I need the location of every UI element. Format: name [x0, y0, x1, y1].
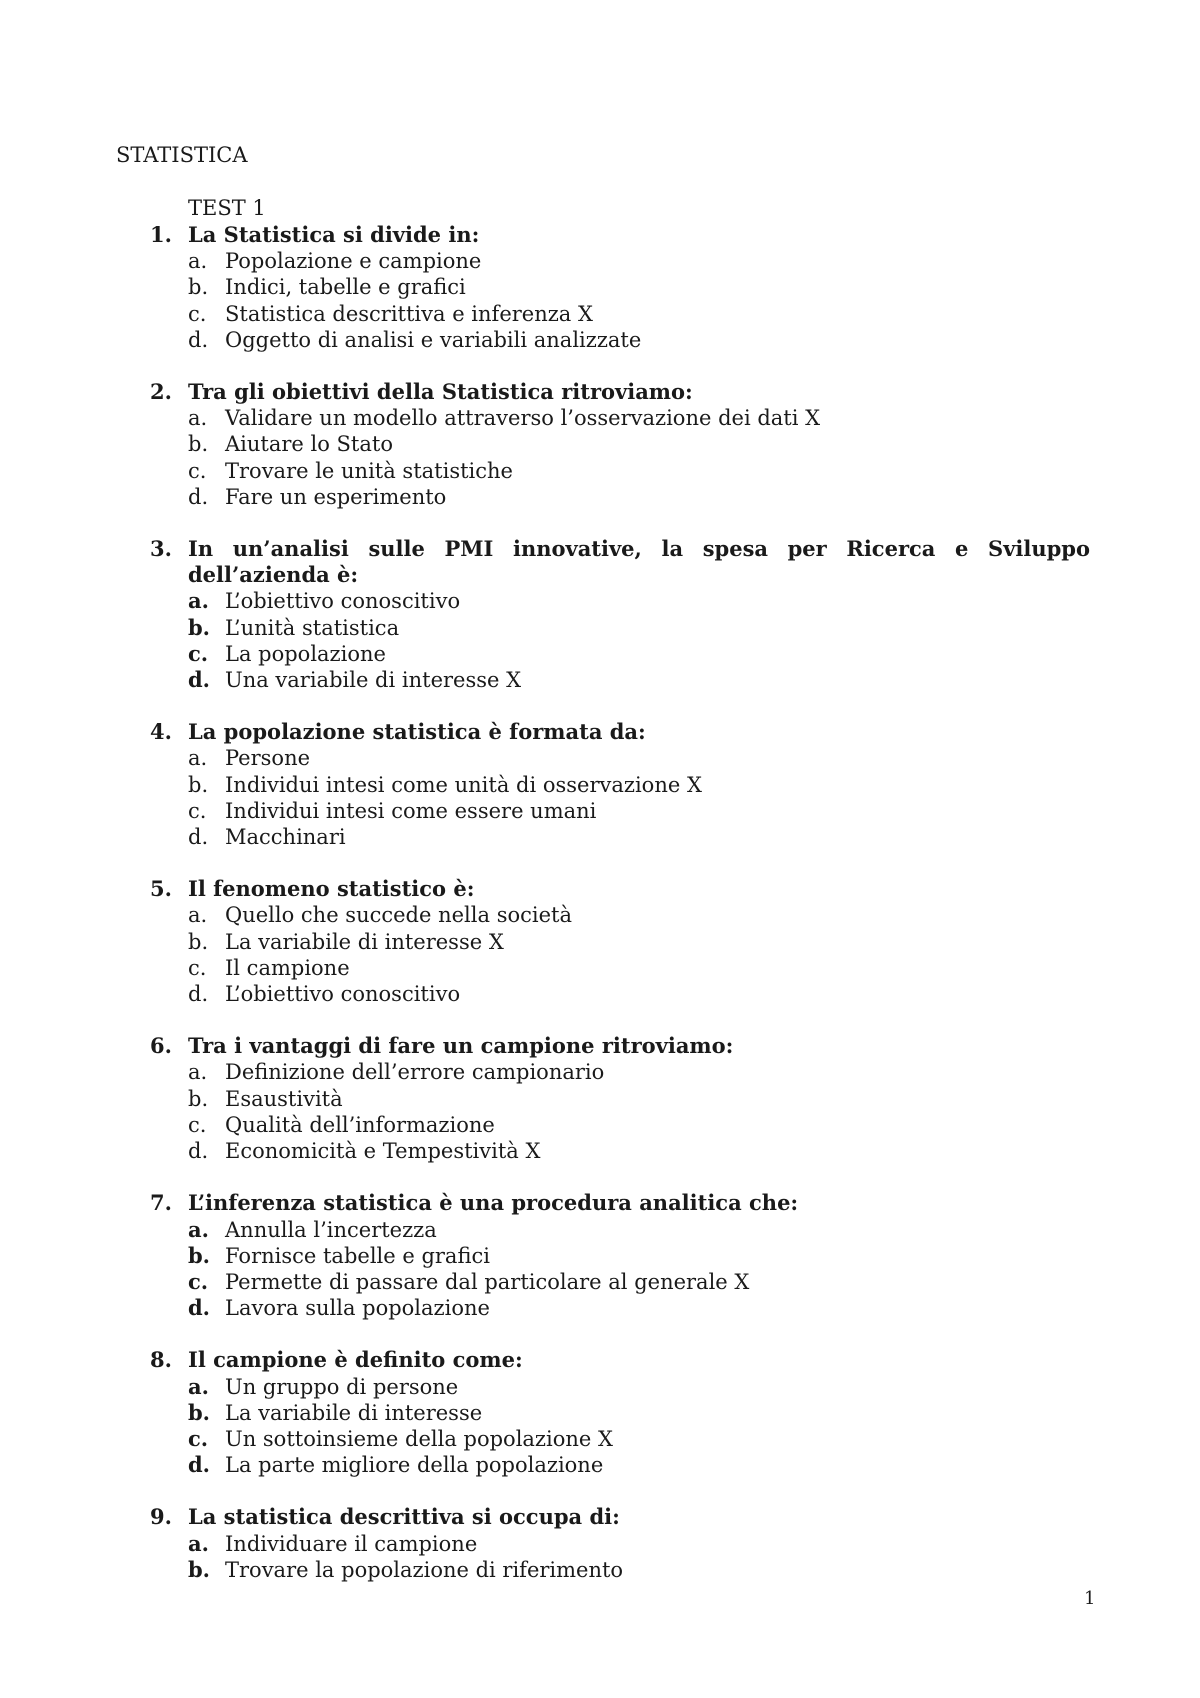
option-letter: d.	[188, 327, 209, 352]
question-list	[150, 222, 1090, 1609]
question-number: 6.	[150, 1033, 172, 1059]
option-text: Macchinari	[225, 825, 346, 850]
question-6	[150, 1033, 1090, 1164]
question-text: Il fenomeno statistico è:	[188, 876, 475, 902]
option-text: Trovare la popolazione di riferimento	[225, 1557, 624, 1582]
option-text: Popolazione e campione	[225, 249, 482, 274]
option-text: Individuare il campione	[225, 1531, 478, 1556]
option-text: Fare un esperimento	[225, 484, 447, 509]
question-number: 8.	[150, 1347, 172, 1373]
question-4	[150, 719, 1090, 850]
option-c	[188, 641, 1090, 667]
option-text: La parte migliore della popolazione	[225, 1453, 604, 1478]
option-d	[188, 824, 1090, 850]
option-text: Quello che succede nella società	[225, 903, 572, 928]
question-1	[150, 222, 1090, 353]
option-letter: c.	[188, 955, 207, 980]
question-number: 7.	[150, 1190, 172, 1216]
option-a	[188, 902, 1090, 928]
option-b	[188, 1557, 1090, 1583]
option-a	[188, 1531, 1090, 1557]
option-text: L’obiettivo conoscitivo	[225, 982, 461, 1007]
option-text: L’obiettivo conoscitivo	[225, 589, 461, 614]
question-number: 1.	[150, 222, 172, 247]
option-text: Indici, tabelle e grafici	[225, 275, 466, 300]
option-text: Statistica descrittiva e inferenza X	[225, 301, 593, 326]
option-b	[188, 772, 1090, 798]
question-9	[150, 1504, 1090, 1583]
option-text: Validare un modello attraverso l’osservazione dei dati X	[225, 406, 821, 431]
question-number: 2.	[150, 379, 172, 405]
option-b	[188, 1243, 1090, 1269]
option-d	[188, 981, 1090, 1007]
question-number: 3.	[150, 536, 172, 562]
option-letter: a.	[188, 249, 208, 274]
option-c	[188, 458, 1090, 484]
option-text: Qualità dell’informazione	[225, 1112, 495, 1137]
option-list	[150, 405, 1090, 510]
question-text: Il campione è definito come:	[188, 1347, 523, 1373]
option-d	[188, 1295, 1090, 1321]
question-number: 9.	[150, 1504, 172, 1530]
option-letter: d.	[188, 1452, 210, 1478]
option-list	[150, 745, 1090, 850]
question-text: La popolazione statistica è formata da:	[188, 719, 646, 745]
option-letter: b.	[188, 1086, 209, 1111]
option-text: L’unità statistica	[225, 615, 400, 640]
option-text: Un sottoinsieme della popolazione X	[225, 1426, 613, 1451]
question-5	[150, 876, 1090, 1007]
option-list	[150, 1059, 1090, 1164]
option-a	[188, 1374, 1090, 1400]
option-a	[188, 405, 1090, 431]
option-list	[150, 1531, 1090, 1583]
question-3	[150, 536, 1090, 693]
option-letter: b.	[188, 614, 210, 640]
option-text: Una variabile di interesse X	[225, 668, 522, 693]
question-text: La statistica descrittiva si occupa di:	[188, 1504, 620, 1530]
option-text: La variabile di interesse	[225, 1400, 483, 1425]
option-text: La variabile di interesse X	[225, 929, 504, 954]
option-c	[188, 1426, 1090, 1452]
option-text: Economicità e Tempestività X	[225, 1139, 541, 1164]
option-c	[188, 798, 1090, 824]
option-text: Esaustività	[225, 1086, 343, 1111]
option-letter: a.	[188, 588, 209, 614]
option-a	[188, 1217, 1090, 1243]
option-letter: b.	[188, 1556, 210, 1582]
option-list	[150, 902, 1090, 1007]
option-c	[188, 1269, 1090, 1295]
test-title: TEST 1	[188, 196, 266, 220]
question-text: L’inferenza statistica è una procedura analitica che:	[188, 1190, 799, 1216]
option-c	[188, 955, 1090, 981]
option-letter: c.	[188, 301, 207, 326]
option-letter: b.	[188, 432, 209, 457]
option-list	[150, 1217, 1090, 1322]
option-letter: d.	[188, 667, 210, 693]
option-letter: c.	[188, 798, 207, 823]
option-letter: b.	[188, 1242, 210, 1268]
question-number: 5.	[150, 876, 172, 902]
option-text: Lavora sulla popolazione	[225, 1296, 490, 1321]
option-letter: d.	[188, 1139, 209, 1164]
question-text: Tra gli obiettivi della Statistica ritroviamo:	[188, 379, 693, 405]
option-text: Fornisce tabelle e grafici	[225, 1243, 490, 1268]
option-a	[188, 1059, 1090, 1085]
option-letter: d.	[188, 484, 209, 509]
option-list	[150, 248, 1090, 353]
document-title: STATISTICA	[116, 143, 248, 167]
option-d	[188, 1138, 1090, 1164]
option-text: La popolazione	[225, 641, 386, 666]
option-text: Un gruppo di persone	[225, 1374, 459, 1399]
option-letter: b.	[188, 275, 209, 300]
option-letter: a.	[188, 1373, 209, 1399]
option-c	[188, 301, 1090, 327]
option-text: Annulla l’incertezza	[225, 1217, 437, 1242]
option-letter: a.	[188, 1060, 208, 1085]
option-text: Oggetto di analisi e variabili analizzate	[225, 327, 642, 352]
question-text: La Statistica si divide in:	[188, 222, 480, 247]
option-b	[188, 1400, 1090, 1426]
option-b	[188, 929, 1090, 955]
option-list	[150, 588, 1090, 693]
option-letter: a.	[188, 903, 208, 928]
option-letter: b.	[188, 929, 209, 954]
option-letter: b.	[188, 1399, 210, 1425]
option-text: Aiutare lo Stato	[225, 432, 393, 457]
option-text: Permette di passare dal particolare al generale X	[225, 1269, 750, 1294]
option-letter: d.	[188, 1295, 210, 1321]
option-text: Persone	[225, 746, 311, 771]
option-text: Individui intesi come unità di osservazione X	[225, 772, 702, 797]
question-text: In un’analisi sulle PMI innovative, la spesa per Ricerca e Sviluppo dell’azienda è:	[188, 536, 1090, 588]
question-text: Tra i vantaggi di fare un campione ritroviamo:	[188, 1033, 734, 1059]
option-b	[188, 1086, 1090, 1112]
option-letter: a.	[188, 746, 208, 771]
option-text: Individui intesi come essere umani	[225, 798, 597, 823]
option-letter: c.	[188, 1425, 209, 1451]
option-text: Definizione dell’errore campionario	[225, 1060, 605, 1085]
option-text: Trovare le unità statistiche	[225, 458, 513, 483]
option-b	[188, 274, 1090, 300]
option-b	[188, 615, 1090, 641]
question-number: 4.	[150, 719, 172, 745]
option-d	[188, 1452, 1090, 1478]
option-letter: d.	[188, 982, 209, 1007]
option-a	[188, 248, 1090, 274]
option-list	[150, 1374, 1090, 1479]
option-letter: c.	[188, 640, 209, 666]
option-d	[188, 327, 1090, 353]
question-2	[150, 379, 1090, 510]
option-letter: c.	[188, 1268, 209, 1294]
question-8	[150, 1347, 1090, 1478]
option-a	[188, 745, 1090, 771]
option-b	[188, 431, 1090, 457]
option-c	[188, 1112, 1090, 1138]
option-letter: b.	[188, 772, 209, 797]
page-number: 1	[1084, 1588, 1096, 1609]
option-letter: a.	[188, 1216, 209, 1242]
option-a	[188, 588, 1090, 614]
option-letter: c.	[188, 1112, 207, 1137]
question-7	[150, 1190, 1090, 1321]
option-letter: a.	[188, 1530, 209, 1556]
option-letter: a.	[188, 406, 208, 431]
option-text: Il campione	[225, 955, 350, 980]
option-d	[188, 667, 1090, 693]
option-letter: c.	[188, 458, 207, 483]
option-d	[188, 484, 1090, 510]
option-letter: d.	[188, 825, 209, 850]
